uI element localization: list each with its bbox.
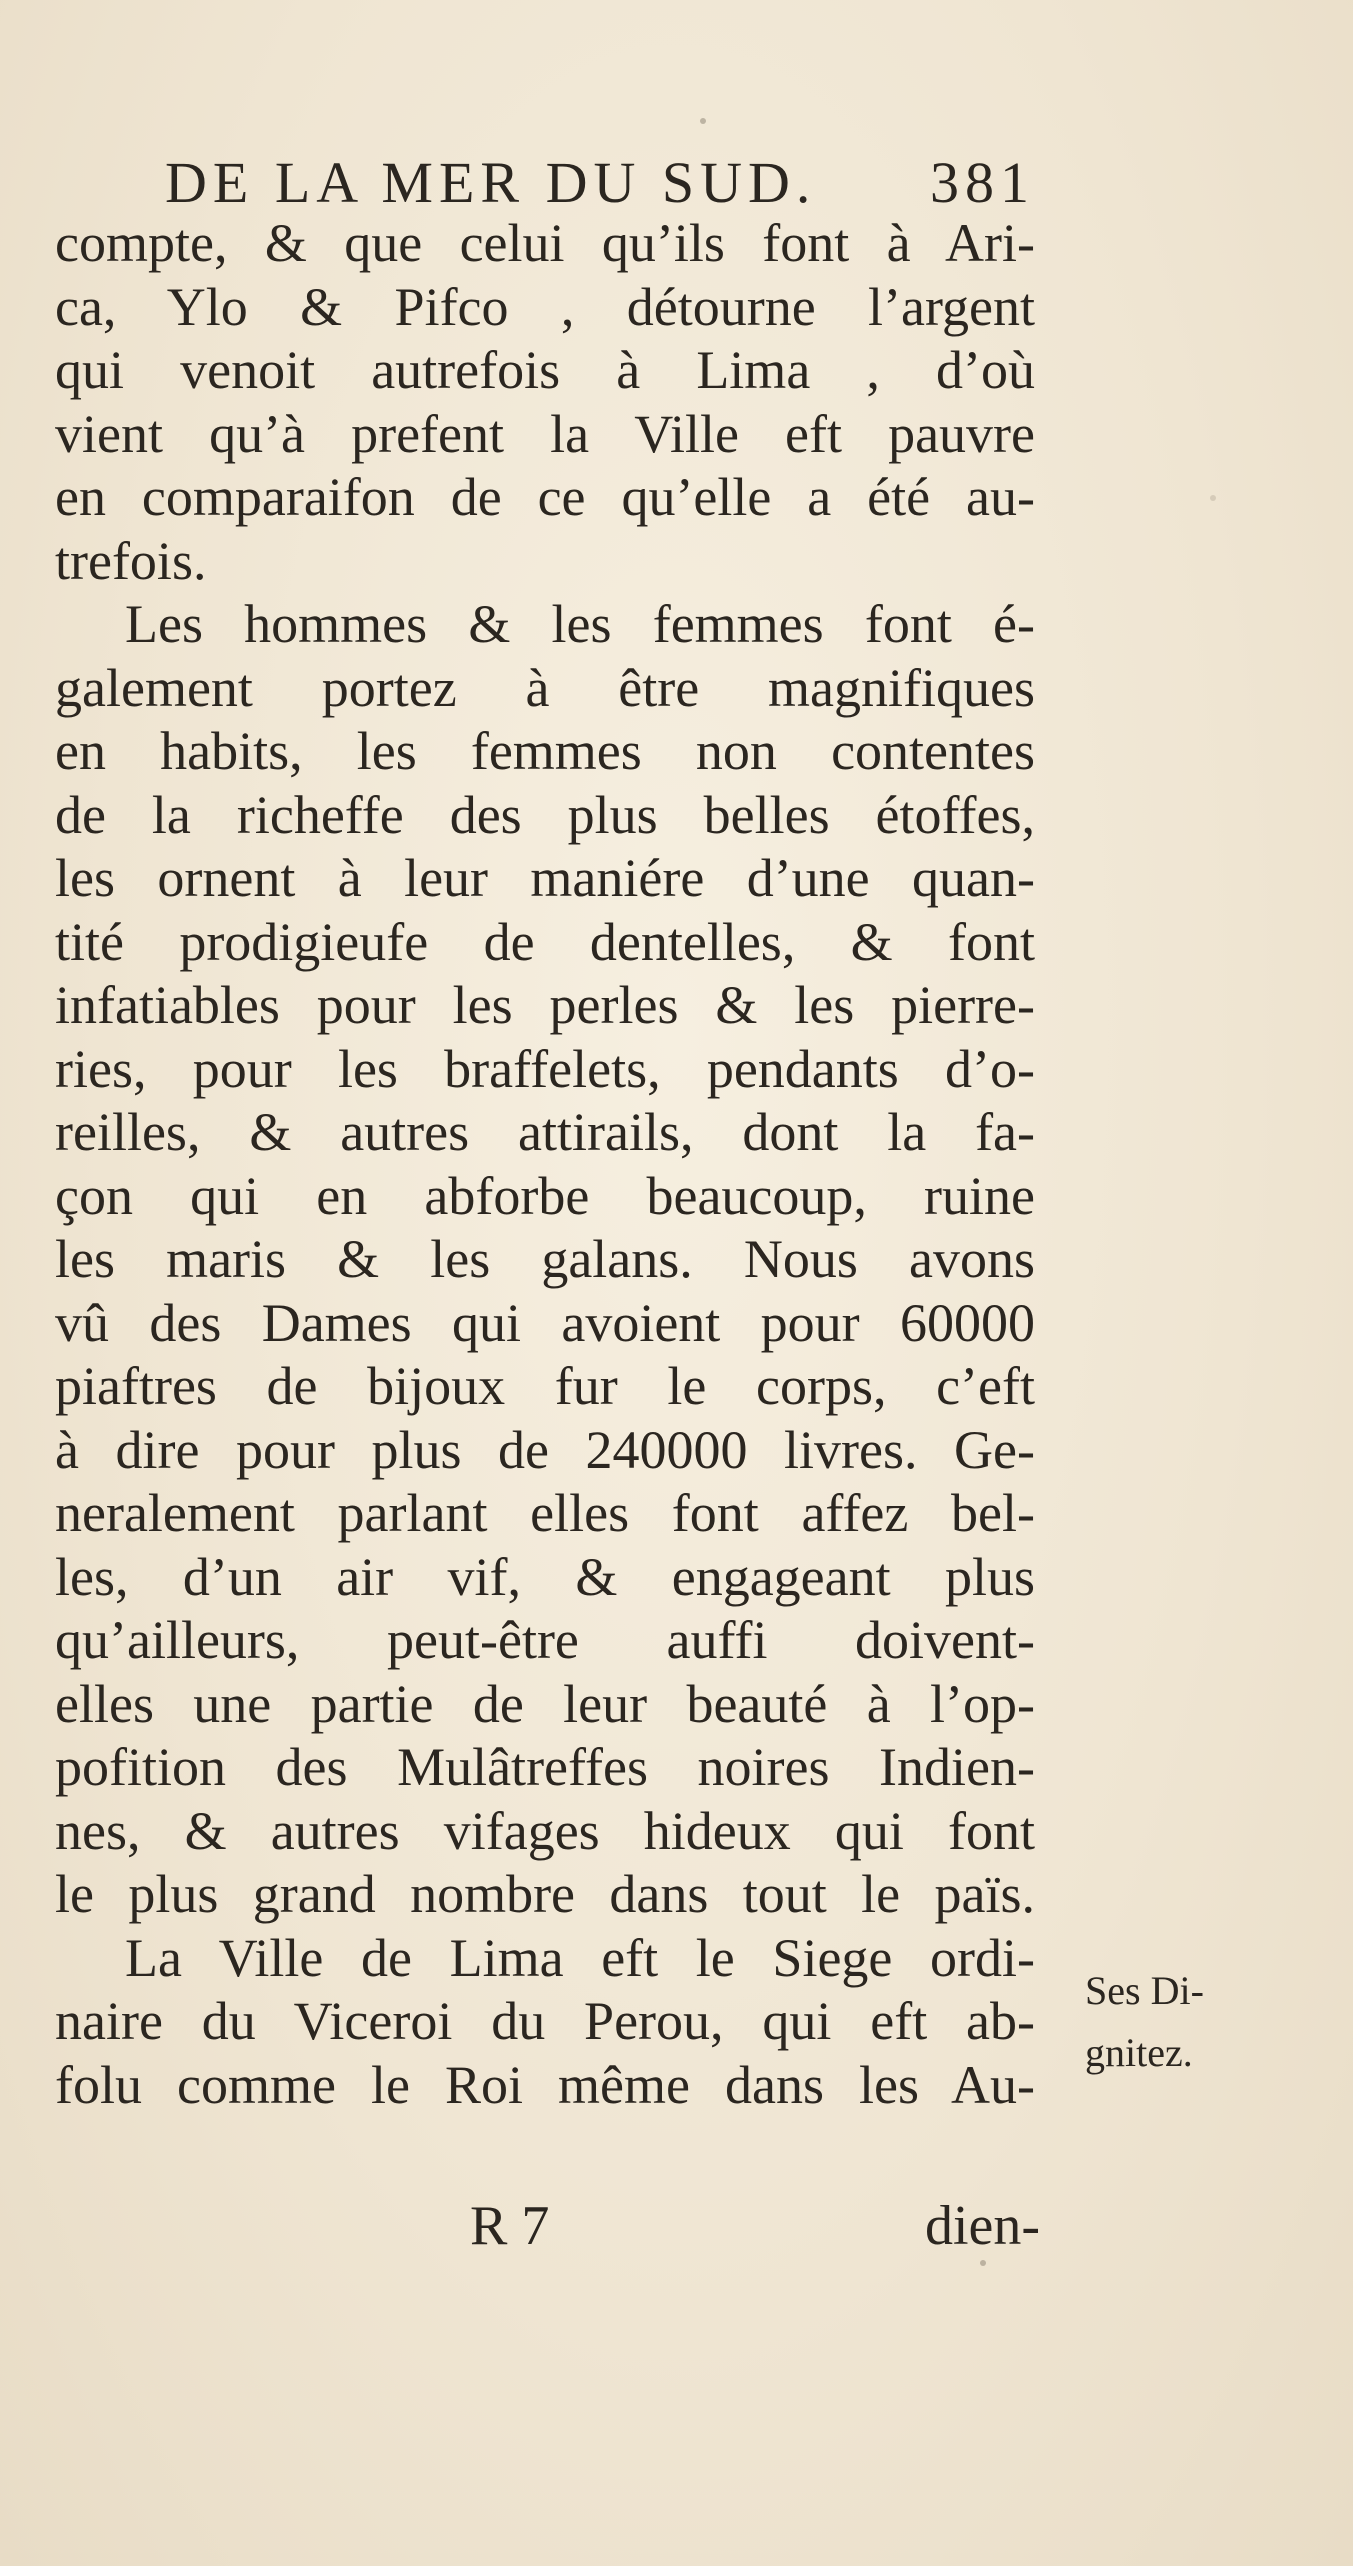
text-line: elles une partie de leur beauté à l’op- — [55, 1673, 1035, 1734]
text-line: le plus grand nombre dans tout le païs. — [55, 1864, 1035, 1924]
margin-note — [1085, 1960, 1285, 2084]
text-line: infatiables pour les perles & les pierre- — [55, 975, 1035, 1035]
text-line: çon qui en abforbe beaucoup, ruine — [55, 1165, 1035, 1226]
text-line: qu’ailleurs, peut-être auffi doivent- — [55, 1610, 1035, 1670]
catchword: dien- — [924, 2195, 1040, 2257]
paper-speck — [700, 118, 706, 124]
text-line: ries, pour les braffelets, pendants d’o- — [55, 1038, 1035, 1099]
text-line: compte, & que celui qu’ils font à Ari- — [55, 213, 1035, 273]
text-line: vient qu’à prefent la Ville eft pauvre — [55, 403, 1035, 464]
text-line: reilles, & autres attirails, dont la fa- — [55, 1102, 1035, 1162]
margin-note-line: gnitez. — [1085, 2030, 1193, 2075]
signature-mark: R 7 — [470, 2195, 550, 2257]
text-line: naire du Viceroi du Perou, qui eft ab- — [55, 1991, 1035, 2051]
text-line: tité prodigieufe de dentelles, & font — [55, 911, 1035, 972]
text-line: pofition des Mulâtreffes noires Indien- — [55, 1737, 1035, 1797]
text-line: neralement parlant elles font affez bel- — [55, 1483, 1035, 1543]
text-line: les ornent à leur maniére d’une quan- — [55, 848, 1035, 908]
text-line: trefois. — [55, 530, 207, 591]
text-line: nes, & autres vifages hideux qui font — [55, 1800, 1035, 1861]
body-text — [55, 212, 1035, 2117]
text-line: ca, Ylo & Pifco , détourne l’argent — [55, 276, 1035, 337]
running-title: DE LA MER DU SUD. — [165, 150, 817, 215]
text-line: en habits, les femmes non contentes — [55, 721, 1035, 781]
text-line: en comparaifon de ce qu’elle a été au- — [55, 467, 1035, 527]
paper-speck — [1210, 495, 1216, 501]
text-line: qui venoit autrefois à Lima , d’où — [55, 340, 1035, 400]
text-line: galement portez à être magnifiques — [55, 657, 1035, 718]
text-line: les maris & les galans. Nous avons — [55, 1229, 1035, 1289]
paragraph-start-line: La Ville de Lima eft le Siege ordi- — [125, 1927, 1035, 1988]
text-line: de la richeffe des plus belles étoffes, — [55, 784, 1035, 845]
margin-note-line: Ses Di- — [1085, 1968, 1204, 2013]
paragraph-start-line: Les hommes & les femmes font é- — [125, 594, 1035, 654]
text-line: les, d’un air vif, & engageant plus — [55, 1546, 1035, 1607]
text-line: vû des Dames qui avoient pour 60000 — [55, 1292, 1035, 1353]
running-head — [165, 148, 1035, 218]
paper-speck — [980, 2260, 986, 2266]
text-line: folu comme le Roi même dans les Au- — [55, 2054, 1035, 2115]
page-number: 381 — [930, 150, 1035, 215]
text-line: à dire pour plus de 240000 livres. Ge- — [55, 1419, 1035, 1480]
text-line: piaftres de bijoux fur le corps, c’eft — [55, 1356, 1035, 1416]
